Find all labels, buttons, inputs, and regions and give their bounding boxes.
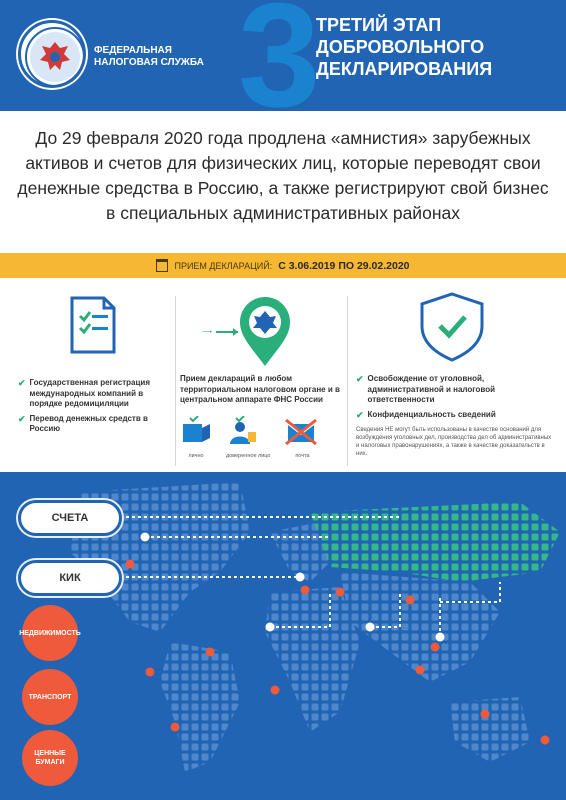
- location-pin-icon: [180, 290, 330, 370]
- document-check-icon: [58, 290, 128, 360]
- right-item-confidentiality: ✔ Конфиденциальность сведений: [356, 409, 496, 420]
- securities-circle: ЦЕННЫЕ БУМАГИ: [22, 730, 78, 786]
- check-icon: ✔: [18, 378, 26, 388]
- right-note: Сведения НЕ могут быть использованы в качестве оснований для возбуждения уголовных дел, производства дел об административных и налоговых правонарушениях, а также в качестве доказательств в них.: [356, 427, 552, 457]
- right-item-exemption: ✔ Освобождение от уголовной, административной и налоговой ответственности: [356, 374, 495, 404]
- left-item-registration: ✔ Государственная регистрация международных компаний в порядке редомициляции: [18, 378, 151, 408]
- method-in-person: лично: [180, 416, 212, 459]
- center-text: Прием деклараций в любом территориальном налоговом органе и в центральном аппарате ФНС России: [180, 374, 340, 404]
- left-item-transfer: ✔ Перевод денежных средств в Россию: [18, 413, 148, 433]
- calendar-icon: [156, 259, 168, 272]
- world-map-section: [0, 472, 566, 800]
- org-name: ФЕДЕРАЛЬНАЯ НАЛОГОВАЯ СЛУЖБА: [94, 45, 204, 68]
- headline: До 29 февраля 2020 года продлена «амнистия» зарубежных активов и счетов для физических лиц, которые переводят свои денежные средства в Россию, а также регистрируют свой бизнес в специальных административных районах: [17, 128, 549, 223]
- stage-title: ТРЕТИЙ ЭТАП ДОБРОВОЛЬНОГО ДЕКЛАРИРОВАНИЯ: [316, 15, 493, 79]
- fns-emblem-logo: [18, 20, 86, 88]
- emblem-center: [30, 32, 80, 82]
- method-proxy: доверенное лицо: [226, 416, 270, 459]
- cfc-pill: КИК: [18, 560, 122, 596]
- check-icon: ✔: [356, 409, 364, 420]
- transport-circle: ТРАНСПОРТ: [22, 669, 78, 725]
- check-icon: ✔: [18, 413, 26, 424]
- stage-number: 3: [238, 0, 321, 111]
- person-icon: [226, 416, 258, 446]
- mail-icon: [284, 416, 320, 446]
- date-prefix: ПРИЕМ ДЕКЛАРАЦИЙ:: [174, 260, 273, 271]
- shield-check-icon: [414, 290, 490, 362]
- right-column: [356, 290, 552, 458]
- svg-text:⟶: ⟶: [202, 329, 213, 336]
- method-mail: почта: [284, 416, 320, 459]
- document-icon: [180, 416, 212, 446]
- column-divider: [175, 296, 176, 466]
- center-column: [180, 290, 340, 459]
- submission-methods: [180, 416, 340, 459]
- real-estate-circle: НЕДВИЖИМОСТЬ: [22, 605, 78, 661]
- column-divider: [347, 296, 348, 466]
- left-column: [18, 290, 168, 439]
- accounts-pill: СЧЕТА: [18, 500, 122, 536]
- double-eagle-icon: [30, 32, 80, 82]
- header-banner: [0, 0, 566, 111]
- date-band: [0, 253, 566, 278]
- date-range: С 3.06.2019 ПО 29.02.2020: [278, 259, 410, 272]
- check-icon: ✔: [356, 374, 364, 384]
